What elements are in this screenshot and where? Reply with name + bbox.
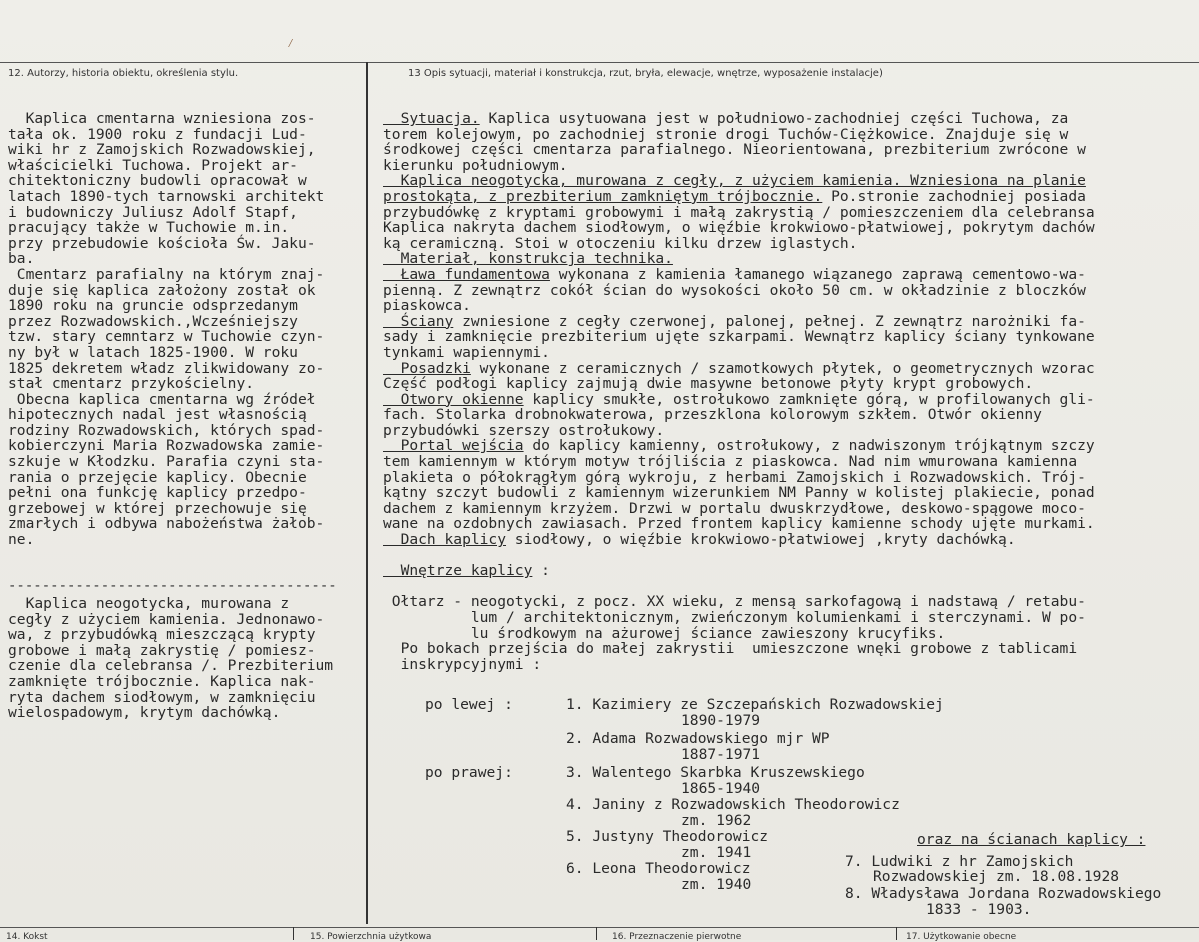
line-text: pienną. Z zewnątrz cokół ścian do wysokości około 50 cm. w okładzinie z bloczków [383, 281, 1086, 299]
grave-8-name: 8. Władysława Jordana Rozwadowskiego [845, 885, 1162, 902]
grave-6-date: zm. 1940 [681, 876, 752, 893]
section-heading: Posadzki [383, 359, 471, 377]
line-text: lum / architektonicznym, zwieńczonym kolumienkami i sterczynami. W po- [383, 609, 1086, 626]
description-line [383, 251, 1095, 267]
line-text: Kaplica nakryta dachem siodłowym, o więźbie krokwiowo-płatwiowej, pokrytym dachów [383, 219, 1095, 237]
line-text: torem kolejowym, po zachodniej stronie drogi Tuchów-Ciężkowice. Znajduje się w [383, 125, 1069, 143]
line-text: tynkami wapiennymi. [383, 343, 550, 361]
grave-5-name: 5. Justyny Theodorowicz [566, 828, 769, 845]
graves-left-label: po lewej : [425, 696, 513, 713]
line-text: przybudówkę z kryptami grobowymi i małą zakrystią / pomieszczeniem dla celebransa [383, 203, 1095, 221]
line-text: fach. Stolarka drobnokwaterowa, przeszklona kolorowym szkłem. Otwór okienny [383, 406, 1042, 424]
description-line [383, 657, 1095, 673]
line-text: zwniesione z cegły czerwonej, palonej, pełnej. Z zewnątrz narożniki fa- [453, 312, 1086, 330]
description-line [383, 641, 1095, 657]
description-line [383, 205, 1095, 221]
footer-divider-2 [596, 927, 597, 940]
top-rule [0, 62, 1199, 63]
line-text: Po.stronie zachodniej posiada [822, 187, 1086, 205]
history-text: Kaplica cmentarna wzniesiona zos- tała ok. 1900 roku z fundacji Lud- wiki hr z Zamojskich Rozwadowskiej, właścicielki Tuchowa. Projekt ar- chitektoniczny budowli opracował w latach 1890-tych tarnowski architekt i budowniczy Juliusz Adolf Stapf, pracujący także w Tuchowie m.in. przy przebudowie kościoła Św. Jaku- ba. Cmentarz parafialny na którym znaj- duje się kaplica założony został ok 1890 roku na gruncie odsprzedanym przez Rozwadowskich.,Wcześniejszy tzw. stary cemntarz w Tuchowie czyn- ny był w latach 1825-1900. W roku 1825 dekretem władz zlikwidowany zo- stał cmentarz przykościelny. Obecna kaplica cmentarna wg źródeł hipotecznych nadal jest własnością rodziny Rozwadowskich, których spad- kobierczyni Maria Rozwadowska zamie- szkuje w Kłodzku. Parafia czyni sta- rania o przejęcie kaplicy. Obecnie pełni ona funkcję kaplicy przedpo- grzebowej w której przechowuje się zmarłych i odbywa nabożeństwa żałob- ne. [8, 110, 325, 549]
grave-2-date: 1887-1971 [681, 746, 761, 763]
section-heading: Dach kaplicy [383, 531, 507, 549]
line-text: Ołtarz - neogotycki, z pocz. XX wieku, z mensą sarkofagową i nadstawą / retabu- [383, 593, 1086, 611]
section-heading: Kaplica neogotycka, murowana z cegły, z użyciem kamienia. Wzniesiona na planie [383, 172, 1086, 190]
description-line [383, 111, 1095, 127]
grave-3-name: 3. Walentego Skarbka Kruszewskiego [566, 764, 865, 781]
description-line [383, 423, 1095, 439]
line-text: wane na ozdobnych zawiasach. Przed frontem kaplicy kamienne schody ujęte murkami. [383, 515, 1095, 533]
graves-walls-label: oraz na ścianach kaplicy : [917, 831, 1146, 848]
description-line [383, 361, 1095, 377]
line-text: wykonana z kamienia łamanego wiązanego zaprawą cementowo-wa- [549, 265, 1086, 283]
description-line [383, 470, 1095, 486]
description-line [383, 236, 1095, 252]
grave-5-date: zm. 1941 [681, 844, 752, 861]
line-text: piaskowca. [383, 297, 471, 315]
line-text: Kaplica usytuowana jest w południowo-zachodniej części Tuchowa, za [479, 110, 1069, 127]
grave-3-date: 1865-1940 [681, 780, 761, 797]
line-text: siodłowy, o więźbie krokwiowo-płatwiowej ,kryty dachówką. [506, 531, 1016, 549]
footer-divider-3 [896, 927, 897, 940]
description-line [383, 626, 1095, 642]
line-text: lu środkowym na ażurowej ściance zawieszony krucyfiks. [383, 624, 946, 642]
description-line [383, 454, 1095, 470]
line-text: tem kamiennym w którym motyw trójliścia z piaskowca. Nad nim wmurowana kamienna [383, 453, 1078, 471]
line-text: kaplicy smukłe, ostrołukowo zamknięte górą, w profilowanych gli- [523, 390, 1095, 408]
column-divider [366, 62, 368, 924]
line-text: środkowej części cmentarza parafialnego. Nieorientowana, prezbiterium zwrócone w [383, 141, 1086, 159]
grave-8-date: 1833 - 1903. [926, 901, 1032, 918]
section-heading: Ściany [383, 312, 454, 330]
line-text [383, 547, 392, 564]
line-text: dachem z kamiennym krzyżem. Drzwi w portalu dwuskrzydłowe, deskowo-spągowe moco- [383, 499, 1086, 517]
line-text: wykonane z ceramicznych / szamotkowych płytek, o geometrycznych wzorac [470, 359, 1095, 377]
section-heading: Otwory okienne [383, 390, 524, 408]
section-15-label: 15. Powierzchnia użytkowa [310, 932, 432, 942]
description-line [383, 158, 1095, 174]
line-text: inskrypcyjnymi : [383, 655, 542, 673]
grave-7-date: Rozwadowskiej zm. 18.08.1928 [873, 868, 1120, 885]
description-line [383, 438, 1095, 454]
description-line [383, 267, 1095, 283]
line-text [383, 578, 392, 595]
footer-divider-1 [293, 927, 294, 940]
section-heading: Wnętrze kaplicy [383, 562, 533, 580]
line-text: sady i zamknięcie prezbiterium ujęte szkarpami. Wewnątrz kaplicy ściany tynkowane [383, 328, 1095, 346]
description-line [383, 501, 1095, 517]
section-12-header: 12. Autorzy, historia obiektu, określenia stylu. [8, 68, 239, 79]
section-heading: Sytuacja. [383, 110, 480, 127]
section-14-label: 14. Kokst [6, 932, 48, 942]
description-line [383, 594, 1095, 610]
grave-1-name: 1. Kazimiery ze Szczepańskich Rozwadowskiej [566, 696, 944, 713]
section-17-label: 17. Użytkowanie obecne [906, 932, 1017, 942]
grave-7-name: 7. Ludwiki z hr Zamojskich [845, 853, 1074, 870]
line-text: kątny szczyt budowli z kamiennym wizerunkiem NM Panny w kolistej plakiecie, ponad [383, 484, 1095, 502]
grave-1-date: 1890-1979 [681, 712, 761, 729]
grave-4-name: 4. Janiny z Rozwadowskich Theodorowicz [566, 796, 900, 813]
section-heading: prostokąta, z prezbiterium zamkniętym trójbocznie. [383, 187, 823, 205]
line-text: : [532, 562, 550, 580]
section-heading: Materiał, konstrukcja technika. [383, 250, 673, 268]
description-line [383, 314, 1095, 330]
section-13-header: 13 Opis sytuacji, materiał i konstrukcja, rzut, bryła, elewacje, wnętrze, wyposażenie instalacje) [408, 68, 883, 79]
description-text [383, 111, 1095, 672]
description-line [383, 516, 1095, 532]
description-line [383, 376, 1095, 392]
section-heading: Portal wejścia [383, 437, 524, 455]
description-line [383, 532, 1095, 548]
description-line [383, 407, 1095, 423]
section-heading: Ława fundamentowa [383, 265, 550, 283]
line-text: ką ceramiczną. Stoi w otoczeniu kilku drzew iglastych. [383, 234, 858, 252]
line-text: przybudówki szerszy ostrołukowy. [383, 421, 665, 439]
section-16-label: 16. Przeznaczenie pierwotne [612, 932, 742, 942]
description-line [383, 548, 1095, 564]
line-text: do kaplicy kamienny, ostrołukowy, z nadwiszonym trójkątnym szczy [523, 437, 1095, 455]
description-line [383, 579, 1095, 595]
graves-right-label: po prawej: [425, 764, 513, 781]
description-line [383, 485, 1095, 501]
description-line [383, 173, 1095, 189]
description-line [383, 610, 1095, 626]
line-text: Po bokach przejścia do małej zakrystii umieszczone wnęki grobowe z tablicami [383, 640, 1078, 658]
description-line [383, 392, 1095, 408]
summary-text: Kaplica neogotycka, murowana z cegły z użyciem kamienia. Jednonawo- wa, z przybudówką mieszczącą krypty grobowe i małą zakrystię / pomiesz- czenie dla celebransa /. Prezbiterium zamknięte trójbocznie. Kaplica nak- ryta dachem siodłowym, w zamknięciu wielospadowym, krytym dachówką. [8, 595, 334, 722]
description-line [383, 189, 1095, 205]
description-line [383, 298, 1095, 314]
description-line [383, 329, 1095, 345]
line-text: plakieta o półokrągłym górą wykroju, z herbami Zamojskich i Rozwadowskich. Trój- [383, 468, 1086, 486]
section-separator: --------------------------------------- [8, 578, 337, 594]
description-line [383, 345, 1095, 361]
description-line [383, 563, 1095, 579]
line-text: Część podłogi kaplicy zajmują dwie masywne betonowe płyty krypt grobowych. [383, 375, 1034, 393]
bottom-rule [0, 927, 1199, 928]
description-line [383, 127, 1095, 143]
description-line [383, 142, 1095, 158]
grave-4-date: zm. 1962 [681, 812, 752, 829]
grave-2-name: 2. Adama Rozwadowskiego mjr WP [566, 730, 830, 747]
pen-mark-icon: ⁄ [287, 36, 295, 50]
description-line [383, 283, 1095, 299]
description-line [383, 220, 1095, 236]
grave-6-name: 6. Leona Theodorowicz [566, 860, 751, 877]
line-text: kierunku południowym. [383, 156, 568, 174]
